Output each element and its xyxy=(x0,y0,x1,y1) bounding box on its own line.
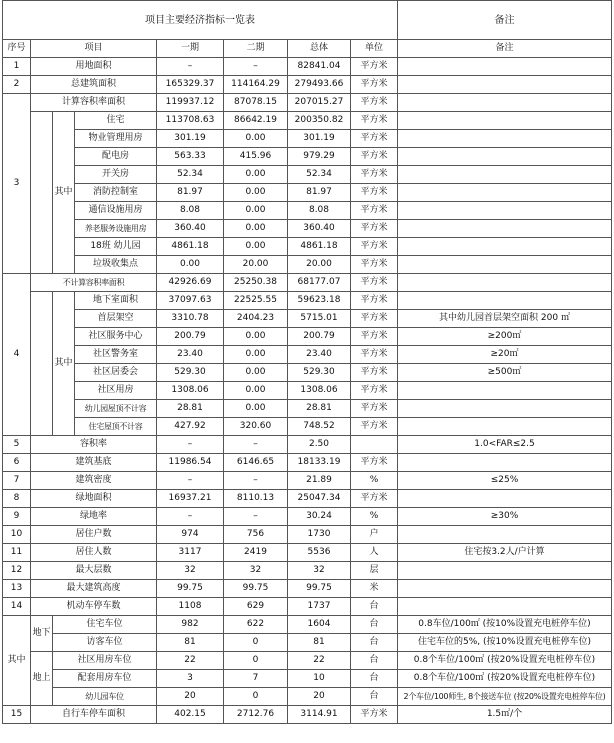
remarks-cell xyxy=(398,130,612,148)
total-value: 25047.34 xyxy=(288,490,351,508)
row-number: 6 xyxy=(3,454,31,472)
total-value: 5536 xyxy=(288,544,351,562)
unit-cell: 平方米 xyxy=(351,184,398,202)
phase1-value: 427.92 xyxy=(157,418,224,436)
gap-cell xyxy=(31,292,53,436)
unit-cell: 平方米 xyxy=(351,130,398,148)
phase1-value: 20 xyxy=(157,688,224,706)
row-item: 访客车位 xyxy=(53,634,157,652)
phase1-value: – xyxy=(157,472,224,490)
remarks-cell xyxy=(398,274,612,292)
unit-cell: 平方米 xyxy=(351,256,398,274)
remarks-cell xyxy=(398,490,612,508)
table-row xyxy=(3,112,612,130)
row-number: 2 xyxy=(3,76,31,94)
total-value: 200.79 xyxy=(288,328,351,346)
row-item: 配电房 xyxy=(75,148,157,166)
phase1-value: 81 xyxy=(157,634,224,652)
total-value: 8.08 xyxy=(288,202,351,220)
total-value: 22 xyxy=(288,652,351,670)
unit-cell: 平方米 xyxy=(351,382,398,400)
table-row xyxy=(3,472,612,490)
table-row xyxy=(3,598,612,616)
unit-cell: 台 xyxy=(351,688,398,706)
phase1-value: 200.79 xyxy=(157,328,224,346)
total-value: 1730 xyxy=(288,526,351,544)
unit-cell: 台 xyxy=(351,652,398,670)
table-row xyxy=(3,580,612,598)
phase2-value: 20.00 xyxy=(224,256,288,274)
phase2-value: 0.00 xyxy=(224,220,288,238)
phase1-value: 0.00 xyxy=(157,256,224,274)
remarks-cell xyxy=(398,112,612,130)
total-value: 59623.18 xyxy=(288,292,351,310)
phase1-value: 165329.37 xyxy=(157,76,224,94)
unit-cell: 平方米 xyxy=(351,490,398,508)
parking-sub-label: 地上 xyxy=(31,652,53,706)
unit-cell: 米 xyxy=(351,580,398,598)
phase1-value: 16937.21 xyxy=(157,490,224,508)
remarks-cell xyxy=(398,58,612,76)
total-value: 1604 xyxy=(288,616,351,634)
phase1-value: 3310.78 xyxy=(157,310,224,328)
table-row xyxy=(3,418,612,436)
unit-cell: 户 xyxy=(351,526,398,544)
row-number: 3 xyxy=(3,94,31,274)
remarks-cell xyxy=(398,526,612,544)
row-item: 住宅屋顶不计容 xyxy=(75,418,157,436)
unit-cell: 台 xyxy=(351,670,398,688)
phase1-value: 8.08 xyxy=(157,202,224,220)
phase2-value: 7 xyxy=(224,670,288,688)
phase2-value: – xyxy=(224,436,288,454)
phase2-value: 0 xyxy=(224,634,288,652)
table-row xyxy=(3,616,612,634)
unit-cell: 平方米 xyxy=(351,706,398,724)
phase2-value: 0 xyxy=(224,652,288,670)
remarks-cell: ≤25% xyxy=(398,472,612,490)
table-row xyxy=(3,220,612,238)
total-value: 1308.06 xyxy=(288,382,351,400)
row-number: 9 xyxy=(3,508,31,526)
remarks-cell: 其中幼儿园首层架空面积 200 ㎡ xyxy=(398,310,612,328)
row-item: 居住户数 xyxy=(31,526,157,544)
phase1-value: 42926.69 xyxy=(157,274,224,292)
remarks-cell xyxy=(398,400,612,418)
table-row xyxy=(3,130,612,148)
row-item: 幼儿园车位 xyxy=(53,688,157,706)
row-item: 通信设施用房 xyxy=(75,202,157,220)
remarks-cell: ≥200㎡ xyxy=(398,328,612,346)
phase2-value: 0.00 xyxy=(224,328,288,346)
phase1-value: 23.40 xyxy=(157,346,224,364)
col-header-remarks: 备注 xyxy=(398,40,612,58)
table-row xyxy=(3,562,612,580)
remarks-cell xyxy=(398,562,612,580)
total-value: 82841.04 xyxy=(288,58,351,76)
col-header-total: 总体 xyxy=(288,40,351,58)
phase2-value: 629 xyxy=(224,598,288,616)
remarks-cell xyxy=(398,454,612,472)
total-value: 99.75 xyxy=(288,580,351,598)
total-value: 3114.91 xyxy=(288,706,351,724)
table-row xyxy=(3,634,612,652)
remarks-cell: ≥30% xyxy=(398,508,612,526)
table-row xyxy=(3,508,612,526)
phase2-value: 0.00 xyxy=(224,202,288,220)
unit-cell: 平方米 xyxy=(351,292,398,310)
row-item: 自行车停车面积 xyxy=(31,706,157,724)
row-item: 住宅 xyxy=(75,112,157,130)
total-value: 529.30 xyxy=(288,364,351,382)
phase2-value: 320.60 xyxy=(224,418,288,436)
table-row xyxy=(3,544,612,562)
remarks-cell xyxy=(398,598,612,616)
phase1-value: 1308.06 xyxy=(157,382,224,400)
total-value: 748.52 xyxy=(288,418,351,436)
unit-cell: 平方米 xyxy=(351,220,398,238)
phase2-value: 2419 xyxy=(224,544,288,562)
phase2-value: 114164.29 xyxy=(224,76,288,94)
row-item: 建筑密度 xyxy=(31,472,157,490)
remarks-cell: 0.8车位/100㎡ (按10%设置充电桩停车位) xyxy=(398,616,612,634)
total-value: 81.97 xyxy=(288,184,351,202)
table-row xyxy=(3,652,612,670)
remarks-cell xyxy=(398,382,612,400)
phase1-value: 402.15 xyxy=(157,706,224,724)
unit-cell: 平方米 xyxy=(351,94,398,112)
row-item: 机动车停车数 xyxy=(31,598,157,616)
row-item: 开关房 xyxy=(75,166,157,184)
table-body xyxy=(3,1,612,724)
row-item: 社区服务中心 xyxy=(75,328,157,346)
unit-cell: 平方米 xyxy=(351,364,398,382)
row-number: 15 xyxy=(3,706,31,724)
phase2-value: – xyxy=(224,508,288,526)
table-row xyxy=(3,382,612,400)
total-value: 10 xyxy=(288,670,351,688)
table-title: 项目主要经济指标一览表 xyxy=(3,1,398,40)
group-label: 其中 xyxy=(53,112,75,274)
table-row xyxy=(3,274,612,292)
phase1-value: – xyxy=(157,508,224,526)
row-item: 居住人数 xyxy=(31,544,157,562)
phase1-value: 301.19 xyxy=(157,130,224,148)
unit-cell: 平方米 xyxy=(351,328,398,346)
row-item: 配套用房车位 xyxy=(53,670,157,688)
table-row xyxy=(3,184,612,202)
row-item: 住宅车位 xyxy=(53,616,157,634)
phase2-value: 0.00 xyxy=(224,238,288,256)
row-item: 社区居委会 xyxy=(75,364,157,382)
phase1-value: 113708.63 xyxy=(157,112,224,130)
row-number: 7 xyxy=(3,472,31,490)
table-row xyxy=(3,148,612,166)
phase2-value: 6146.65 xyxy=(224,454,288,472)
total-value: 279493.66 xyxy=(288,76,351,94)
col-header-item: 项目 xyxy=(31,40,157,58)
phase1-value: 32 xyxy=(157,562,224,580)
phase1-value: 360.40 xyxy=(157,220,224,238)
col-header-phase2: 二期 xyxy=(224,40,288,58)
phase2-value: 0.00 xyxy=(224,166,288,184)
row-item: 绿地率 xyxy=(31,508,157,526)
remarks-cell xyxy=(398,580,612,598)
unit-cell: 平方米 xyxy=(351,274,398,292)
row-item: 绿地面积 xyxy=(31,490,157,508)
table-row xyxy=(3,256,612,274)
remarks-cell xyxy=(398,238,612,256)
phase2-value: 0.00 xyxy=(224,130,288,148)
phase1-value: 3 xyxy=(157,670,224,688)
title-row xyxy=(3,1,612,40)
phase2-value: 0.00 xyxy=(224,382,288,400)
unit-cell: 层 xyxy=(351,562,398,580)
phase2-value: 0 xyxy=(224,688,288,706)
table-row xyxy=(3,202,612,220)
total-value: 979.29 xyxy=(288,148,351,166)
row-item: 垃圾收集点 xyxy=(75,256,157,274)
phase2-value: 0.00 xyxy=(224,364,288,382)
row-number: 1 xyxy=(3,58,31,76)
group-label: 其中 xyxy=(53,292,75,436)
row-item: 最大建筑高度 xyxy=(31,580,157,598)
row-item: 不计算容积率面积 xyxy=(31,274,157,292)
row-number: 14 xyxy=(3,598,31,616)
unit-cell: 平方米 xyxy=(351,148,398,166)
remarks-cell: 0.8个车位/100㎡ (按20%设置充电桩停车位) xyxy=(398,652,612,670)
phase1-value: 28.81 xyxy=(157,400,224,418)
row-item: 总建筑面积 xyxy=(31,76,157,94)
table-row xyxy=(3,670,612,688)
unit-cell: 平方米 xyxy=(351,454,398,472)
remarks-cell: 2个车位/100师生, 8个接送车位 (按20%设置充电桩停车位) xyxy=(398,688,612,706)
phase2-value: 99.75 xyxy=(224,580,288,598)
remarks-cell: 住宅按3.2人/户计算 xyxy=(398,544,612,562)
unit-cell: 平方米 xyxy=(351,238,398,256)
total-value: 20 xyxy=(288,688,351,706)
remarks-title: 备注 xyxy=(398,1,612,40)
remarks-cell: 0.8个车位/100㎡ (按20%设置充电桩停车位) xyxy=(398,670,612,688)
phase2-value: 415.96 xyxy=(224,148,288,166)
row-item: 幼儿园屋顶不计容 xyxy=(75,400,157,418)
remarks-cell xyxy=(398,202,612,220)
table-row xyxy=(3,454,612,472)
phase1-value: 982 xyxy=(157,616,224,634)
parking-sub-label: 地下 xyxy=(31,616,53,652)
table-row xyxy=(3,94,612,112)
phase1-value: 52.34 xyxy=(157,166,224,184)
remarks-cell xyxy=(398,94,612,112)
group-label: 其中 xyxy=(3,616,31,706)
phase2-value: 2712.76 xyxy=(224,706,288,724)
total-value: 21.89 xyxy=(288,472,351,490)
total-value: 28.81 xyxy=(288,400,351,418)
row-item: 物业管理用房 xyxy=(75,130,157,148)
table-row xyxy=(3,310,612,328)
remarks-cell xyxy=(398,256,612,274)
economic-indicators-table xyxy=(2,0,612,724)
row-item: 最大层数 xyxy=(31,562,157,580)
phase2-value: 0.00 xyxy=(224,400,288,418)
remarks-cell xyxy=(398,166,612,184)
row-item: 养老服务设施用房 xyxy=(75,220,157,238)
phase2-value: – xyxy=(224,472,288,490)
col-header-no: 序号 xyxy=(3,40,31,58)
unit-cell: 人 xyxy=(351,544,398,562)
row-number: 8 xyxy=(3,490,31,508)
phase2-value: 8110.13 xyxy=(224,490,288,508)
col-header-unit: 单位 xyxy=(351,40,398,58)
row-item: 用地面积 xyxy=(31,58,157,76)
remarks-cell xyxy=(398,418,612,436)
total-value: 207015.27 xyxy=(288,94,351,112)
table-row xyxy=(3,436,612,454)
gap-cell xyxy=(31,112,53,274)
unit-cell xyxy=(351,436,398,454)
total-value: 5715.01 xyxy=(288,310,351,328)
unit-cell: % xyxy=(351,508,398,526)
phase1-value: – xyxy=(157,436,224,454)
remarks-cell xyxy=(398,148,612,166)
total-value: 18133.19 xyxy=(288,454,351,472)
unit-cell: 平方米 xyxy=(351,76,398,94)
remarks-cell xyxy=(398,220,612,238)
phase2-value: 756 xyxy=(224,526,288,544)
phase2-value: 0.00 xyxy=(224,184,288,202)
phase1-value: 529.30 xyxy=(157,364,224,382)
total-value: 68177.07 xyxy=(288,274,351,292)
row-number: 5 xyxy=(3,436,31,454)
row-number: 4 xyxy=(3,274,31,436)
phase2-value: 2404.23 xyxy=(224,310,288,328)
total-value: 32 xyxy=(288,562,351,580)
unit-cell: 台 xyxy=(351,598,398,616)
phase1-value: 81.97 xyxy=(157,184,224,202)
remarks-cell: 1.0<FAR≤2.5 xyxy=(398,436,612,454)
unit-cell: 平方米 xyxy=(351,346,398,364)
total-value: 23.40 xyxy=(288,346,351,364)
phase2-value: 22525.55 xyxy=(224,292,288,310)
total-value: 52.34 xyxy=(288,166,351,184)
phase2-value: 86642.19 xyxy=(224,112,288,130)
table-row xyxy=(3,364,612,382)
total-value: 20.00 xyxy=(288,256,351,274)
total-value: 30.24 xyxy=(288,508,351,526)
phase1-value: 11986.54 xyxy=(157,454,224,472)
row-item: 容积率 xyxy=(31,436,157,454)
row-item: 地下室面积 xyxy=(75,292,157,310)
unit-cell: % xyxy=(351,472,398,490)
phase1-value: 563.33 xyxy=(157,148,224,166)
total-value: 4861.18 xyxy=(288,238,351,256)
phase1-value: 37097.63 xyxy=(157,292,224,310)
unit-cell: 平方米 xyxy=(351,418,398,436)
row-number: 12 xyxy=(3,562,31,580)
col-header-phase1: 一期 xyxy=(157,40,224,58)
header-row xyxy=(3,40,612,58)
remarks-cell xyxy=(398,76,612,94)
unit-cell: 台 xyxy=(351,634,398,652)
remarks-cell xyxy=(398,184,612,202)
remarks-cell: ≥20㎡ xyxy=(398,346,612,364)
table-row xyxy=(3,400,612,418)
total-value: 2.50 xyxy=(288,436,351,454)
table-row xyxy=(3,292,612,310)
phase2-value: – xyxy=(224,58,288,76)
row-number: 13 xyxy=(3,580,31,598)
unit-cell: 平方米 xyxy=(351,310,398,328)
row-item: 18班 幼儿园 xyxy=(75,238,157,256)
row-number: 11 xyxy=(3,544,31,562)
table-row xyxy=(3,58,612,76)
phase1-value: 3117 xyxy=(157,544,224,562)
unit-cell: 平方米 xyxy=(351,202,398,220)
phase2-value: 25250.38 xyxy=(224,274,288,292)
row-item: 建筑基底 xyxy=(31,454,157,472)
table-row xyxy=(3,76,612,94)
table-row xyxy=(3,346,612,364)
table-row xyxy=(3,688,612,706)
phase1-value: 974 xyxy=(157,526,224,544)
table-row xyxy=(3,238,612,256)
total-value: 301.19 xyxy=(288,130,351,148)
total-value: 360.40 xyxy=(288,220,351,238)
unit-cell: 平方米 xyxy=(351,58,398,76)
row-item: 社区用房 xyxy=(75,382,157,400)
row-item: 消防控制室 xyxy=(75,184,157,202)
unit-cell: 平方米 xyxy=(351,112,398,130)
unit-cell: 台 xyxy=(351,616,398,634)
phase1-value: 4861.18 xyxy=(157,238,224,256)
table-row xyxy=(3,166,612,184)
total-value: 200350.82 xyxy=(288,112,351,130)
phase2-value: 0.00 xyxy=(224,346,288,364)
phase2-value: 622 xyxy=(224,616,288,634)
table-row xyxy=(3,490,612,508)
table-row xyxy=(3,328,612,346)
table-row xyxy=(3,706,612,724)
phase2-value: 87078.15 xyxy=(224,94,288,112)
total-value: 1737 xyxy=(288,598,351,616)
row-item: 社区警务室 xyxy=(75,346,157,364)
remarks-cell: ≥500㎡ xyxy=(398,364,612,382)
phase1-value: – xyxy=(157,58,224,76)
total-value: 81 xyxy=(288,634,351,652)
remarks-cell xyxy=(398,292,612,310)
row-item: 计算容积率面积 xyxy=(31,94,157,112)
unit-cell: 平方米 xyxy=(351,400,398,418)
unit-cell: 平方米 xyxy=(351,166,398,184)
phase1-value: 1108 xyxy=(157,598,224,616)
phase2-value: 32 xyxy=(224,562,288,580)
row-item: 社区用房车位 xyxy=(53,652,157,670)
remarks-cell: 住宅车位的5%, (按10%设置充电桩停车位) xyxy=(398,634,612,652)
phase1-value: 99.75 xyxy=(157,580,224,598)
row-number: 10 xyxy=(3,526,31,544)
row-item: 首层架空 xyxy=(75,310,157,328)
phase1-value: 119937.12 xyxy=(157,94,224,112)
remarks-cell: 1.5㎡/个 xyxy=(398,706,612,724)
table-row xyxy=(3,526,612,544)
phase1-value: 22 xyxy=(157,652,224,670)
